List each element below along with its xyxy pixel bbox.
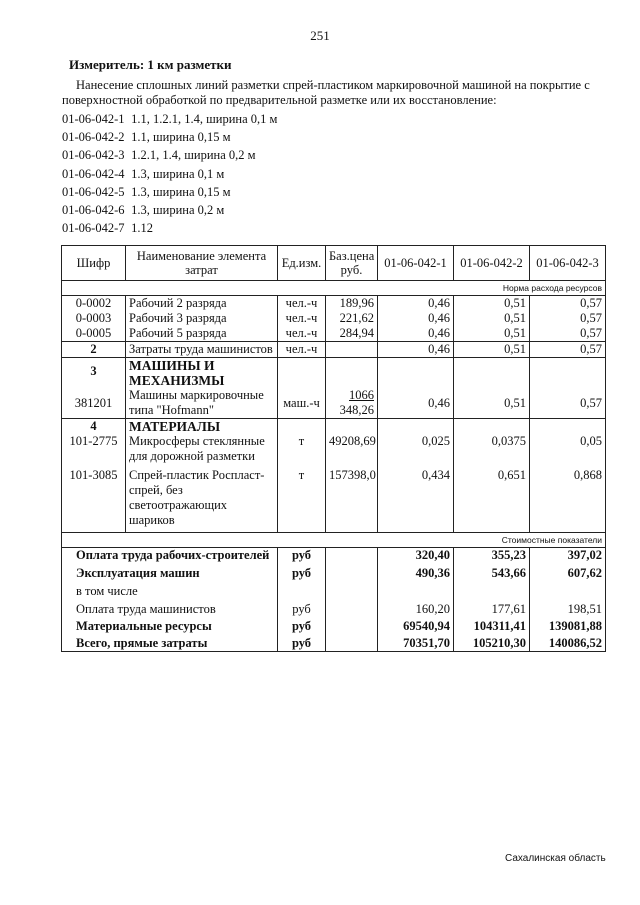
cell-v3: 0,57 (530, 311, 606, 326)
header-name: Наименование элемента затрат (126, 246, 278, 281)
table-row (62, 296, 606, 312)
cell-v3: 0,57 (530, 296, 606, 312)
cost-row (62, 563, 606, 581)
cell-price (326, 342, 378, 358)
section-title: МАШИНЫ И МЕХАНИЗМЫ (126, 358, 278, 389)
cell-name: Микросферы стеклянные для дорожной разметки (126, 434, 278, 464)
cost-name: Оплата труда машинистов (62, 599, 278, 617)
section-row-materials (62, 419, 606, 435)
cell-code: 101-3085 (62, 464, 126, 533)
code-text: 1.2.1, 1.4, ширина 0,2 м (131, 148, 256, 163)
cost-v3: 198,51 (530, 599, 606, 617)
cell-v2: 0,651 (454, 464, 530, 533)
cell-code: 0-0005 (62, 326, 126, 342)
cell-price: 157398,0 (326, 464, 378, 533)
code-text: 1.1, ширина 0,15 м (131, 130, 231, 145)
cell-v1: 0,46 (378, 326, 454, 342)
cell-v3: 0,57 (530, 388, 606, 419)
cell-code: 0-0003 (62, 311, 126, 326)
cost-v1: 320,40 (378, 548, 454, 564)
cost-v1: 69540,94 (378, 617, 454, 634)
cell-unit: т (278, 464, 326, 533)
table-row (62, 326, 606, 342)
cell-unit: чел.-ч (278, 296, 326, 312)
cost-name: Оплата труда рабочих-строителей (62, 548, 278, 564)
cell-v3: 0,05 (530, 434, 606, 464)
code-text: 1.3, ширина 0,1 м (131, 166, 225, 181)
cost-unit: руб (278, 617, 326, 634)
page-number: 251 (310, 28, 330, 43)
cell-name: Рабочий 2 разряда (126, 296, 278, 312)
table-row-machinists (62, 342, 606, 358)
header-col1: 01-06-042-1 (378, 246, 454, 281)
cell-price: 221,62 (326, 311, 378, 326)
cost-row-total (62, 634, 606, 652)
cell-v2: 0,51 (454, 326, 530, 342)
cost-unit: руб (278, 599, 326, 617)
cell-price: 49208,69 (326, 434, 378, 464)
cell-name: Рабочий 3 разряда (126, 311, 278, 326)
cost-v3: 140086,52 (530, 634, 606, 652)
cost-row (62, 599, 606, 617)
cell-v1: 0,025 (378, 434, 454, 464)
cost-v3: 139081,88 (530, 617, 606, 634)
code-text: 1.1, 1.2.1, 1.4, ширина 0,1 м (131, 112, 278, 126)
cell-unit: т (278, 434, 326, 464)
cell-price: 189,96 (326, 296, 378, 312)
section-code: 3 (62, 358, 126, 389)
cell-v3: 0,868 (530, 464, 606, 533)
cell-v3: 0,57 (530, 342, 606, 358)
table-row-machine (62, 388, 606, 419)
cell-unit: чел.-ч (278, 342, 326, 358)
code-text: 1.3, ширина 0,15 м (131, 184, 231, 199)
code-id: 01-06-042-6 (62, 202, 125, 217)
cost-v1: 160,20 (378, 599, 454, 617)
cell-name: Рабочий 5 разряда (126, 326, 278, 342)
cell-v1: 0,434 (378, 464, 454, 533)
cost-name: Эксплуатация машин (62, 563, 278, 581)
cell-v1: 0,46 (378, 296, 454, 312)
table-row (62, 464, 606, 533)
header-col2: 01-06-042-2 (454, 246, 530, 281)
code-id: 01-06-042-1 (62, 112, 125, 126)
cell-code: 381201 (62, 388, 126, 419)
cell-code: 101-2775 (62, 434, 126, 464)
cost-v1: 70351,70 (378, 634, 454, 652)
header-col3: 01-06-042-3 (530, 246, 606, 281)
cell-name: Машины маркировочные типа "Hofmann" (126, 388, 278, 419)
code-list-item (62, 110, 277, 128)
header-code: Шифр (62, 246, 126, 281)
measure-heading: Измеритель: 1 км разметки (69, 57, 232, 72)
cell-v2: 0,51 (454, 342, 530, 358)
cost-label-row (62, 533, 606, 548)
norm-label: Норма расхода ресурсов (62, 281, 606, 296)
cell-v2: 0,51 (454, 388, 530, 419)
cost-v3: 397,02 (530, 548, 606, 564)
cell-price: 284,94 (326, 326, 378, 342)
code-list-item (62, 128, 277, 146)
code-list-item (62, 183, 277, 201)
code-list-item (62, 201, 277, 219)
cell-v2: 0,0375 (454, 434, 530, 464)
cost-name: Всего, прямые затраты (62, 634, 278, 652)
price-top: 1066 (349, 388, 374, 402)
code-id: 01-06-042-7 (62, 221, 125, 236)
region-footer: Сахалинская область (505, 853, 606, 864)
cell-v2: 0,51 (454, 296, 530, 312)
code-id: 01-06-042-3 (62, 148, 125, 163)
code-list-item (62, 219, 277, 237)
cell-unit: чел.-ч (278, 326, 326, 342)
cell-name: Затраты труда машинистов (126, 342, 278, 358)
cost-name: Материальные ресурсы (62, 617, 278, 634)
norm-label-row (62, 281, 606, 296)
cell-price (326, 388, 378, 419)
cell-code: 0-0002 (62, 296, 126, 312)
table-row (62, 311, 606, 326)
cell-v3: 0,57 (530, 326, 606, 342)
cost-unit: руб (278, 634, 326, 652)
cell-v1: 0,46 (378, 388, 454, 419)
cell-v1: 0,46 (378, 342, 454, 358)
code-text: 1.12 (131, 221, 153, 236)
cell-unit: маш.-ч (278, 388, 326, 419)
cost-unit: руб (278, 563, 326, 581)
cost-unit: руб (278, 548, 326, 564)
code-text: 1.3, ширина 0,2 м (131, 202, 225, 217)
cell-v1: 0,46 (378, 311, 454, 326)
price-bottom: 348,26 (339, 403, 374, 417)
cost-v2: 105210,30 (454, 634, 530, 652)
header-unit: Ед.изм. (278, 246, 326, 281)
section-code: 4 (62, 419, 126, 435)
header-base-price: Баз.цена руб. (326, 246, 378, 281)
cell-unit: чел.-ч (278, 311, 326, 326)
cell-code: 2 (62, 342, 126, 358)
table-header-row (62, 246, 606, 281)
cost-label: Стоимостные показатели (62, 533, 606, 548)
code-list-item (62, 146, 277, 164)
cost-row (62, 581, 606, 599)
code-id: 01-06-042-2 (62, 130, 125, 145)
section-row-machines (62, 358, 606, 389)
code-id: 01-06-042-5 (62, 184, 125, 199)
code-id: 01-06-042-4 (62, 166, 125, 181)
code-list-item (62, 165, 277, 183)
cost-v2: 543,66 (454, 563, 530, 581)
cost-v2: 104311,41 (454, 617, 530, 634)
cost-v2: 355,23 (454, 548, 530, 564)
cost-v3: 607,62 (530, 563, 606, 581)
cost-v1: 490,36 (378, 563, 454, 581)
cell-v2: 0,51 (454, 311, 530, 326)
resource-table (61, 245, 606, 652)
table-row (62, 434, 606, 464)
cell-name: Спрей-пластик Роспласт-спрей, без светоотражающих шариков (126, 464, 278, 533)
cost-v2: 177,61 (454, 599, 530, 617)
cost-row (62, 548, 606, 564)
cost-name: в том числе (62, 581, 278, 599)
code-list (62, 110, 277, 237)
section-title: МАТЕРИАЛЫ (126, 419, 278, 435)
work-description: Нанесение сплошных линий разметки спрей-пластиком маркировочной машиной на покрытие с поверхностной обработкой по предварительной разметке или их восстановление: (62, 78, 590, 107)
cost-row (62, 617, 606, 634)
